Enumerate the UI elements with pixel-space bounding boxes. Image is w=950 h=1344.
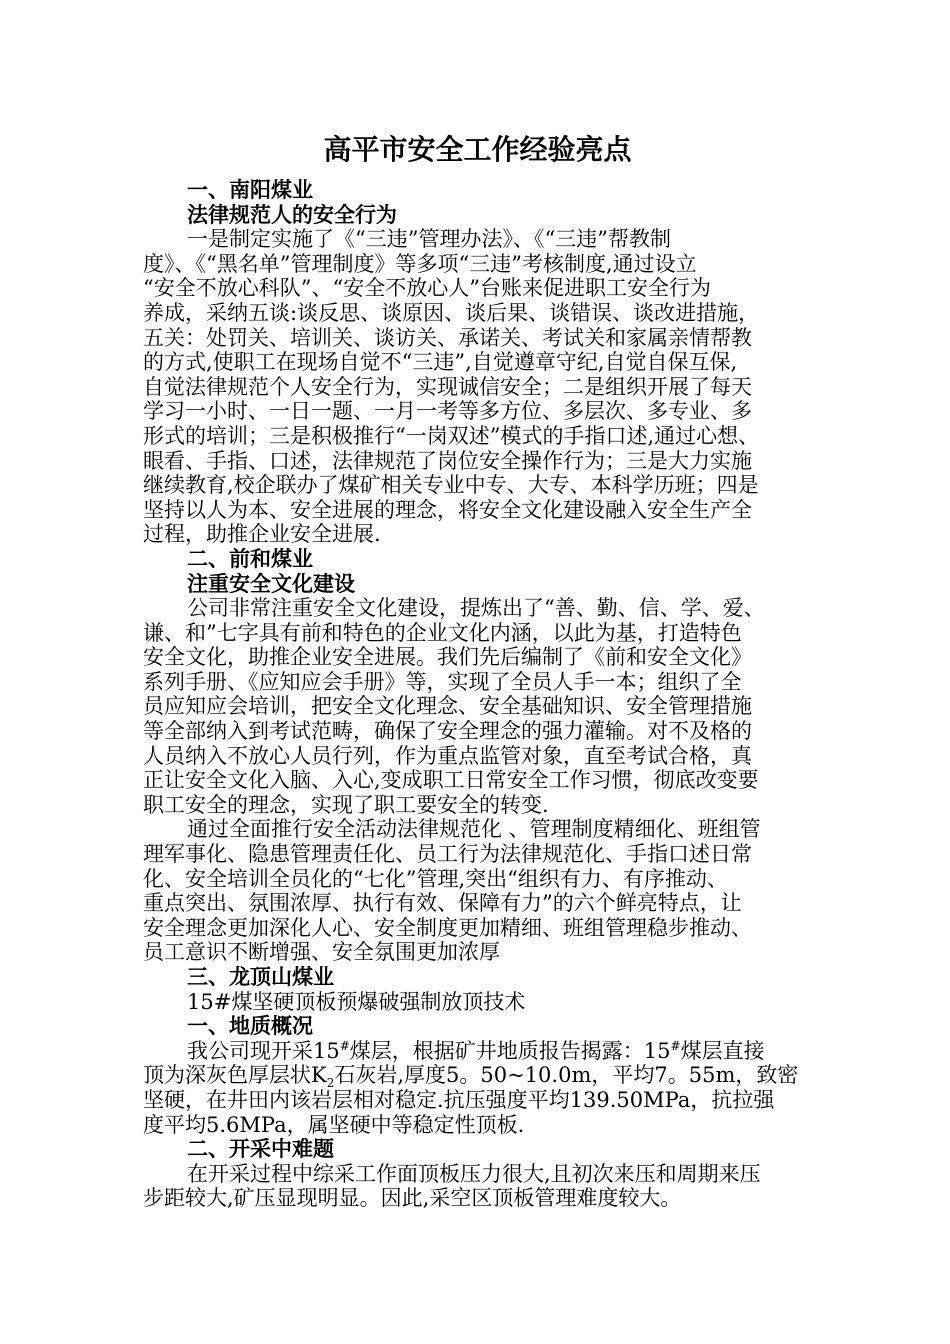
- body-line: 安全理念更加深化人心、安全制度更加精细、班组管理稳步推动、: [143, 915, 752, 940]
- body-line: 形式的培训；三是积极推行“一岗双述”模式的手指口述,通过心想、: [143, 423, 760, 448]
- body-line: [143, 1063, 812, 1091]
- body-line: 继续教育,校企联办了煤矿相关专业中专、大专、本科学历班；四是: [143, 473, 759, 498]
- section-body-nanyang: [143, 227, 812, 547]
- body-line: 人员纳入不放心人员行列，作为重点监管对象，直至考试合格，真: [143, 743, 752, 768]
- body-line: 坚硬，在井田内该岩层相对稳定.抗压强度平均139.50MPa，抗拉强: [143, 1087, 775, 1112]
- text-run: 我公司现开采15: [187, 1038, 340, 1063]
- body-line: 谦、和”七字具有前和特色的企业文化内涵，以此为基，打造特色: [143, 620, 742, 645]
- body-line: 公司非常注重安全文化建设，提炼出了“善、勤、信、学、爱、: [187, 596, 765, 621]
- body-line: 员应知应会培训，把安全文化理念、安全基础知识、安全管理措施: [143, 694, 752, 719]
- body-line: 坚持以人为本、安全进展的理念，将安全文化建设融入安全生产全: [143, 497, 752, 522]
- body-line: 员工意识不断增强、安全氛围更加浓厚: [143, 940, 500, 965]
- body-line: 的方式,使职工在现场自觉不“三违”,自觉遵章守纪,自觉自保互保,: [143, 350, 738, 375]
- text-run: 顶为深灰色厚层状K: [143, 1063, 327, 1088]
- superscript-mark: #: [339, 1038, 350, 1053]
- section-heading-longdingshan: 三、龙顶山煤业: [187, 964, 334, 989]
- technique-title: 15#煤坚硬顶板预爆破强制放顶技术: [187, 989, 526, 1014]
- body-line: [143, 1039, 812, 1064]
- superscript-mark: #: [670, 1038, 681, 1053]
- body-line: 过程，助推企业安全进展.: [143, 522, 381, 547]
- body-line: 度平均5.6MPa，属坚硬中等稳定性顶板.: [143, 1112, 525, 1137]
- body-line: 重点突出、氛围浓厚、执行有效、保障有力”的六个鲜亮特点，让: [143, 891, 742, 916]
- body-line: 五关：处罚关、培训关、谈访关、承诺关、考试关和家属亲情帮教: [143, 325, 752, 350]
- body-line: 理军事化、隐患管理责任化、员工行为法律规范化、手指口述日常: [143, 842, 752, 867]
- body-line: 安全文化，助推企业安全进展。我们先后编制了《前和安全文化》: [143, 645, 752, 670]
- body-line: 职工安全的理念，实现了职工要安全的转变.: [143, 792, 549, 817]
- difficulty-body: [143, 1162, 812, 1211]
- body-line: 在开采过程中综采工作面顶板压力很大,且初次来压和周期来压: [187, 1161, 761, 1186]
- section-body-qianhe: [143, 596, 812, 965]
- body-line: “安全不放心科队”、“安全不放心人”台账来促进职工安全行为: [143, 276, 711, 301]
- text-run: 煤层，根据矿井地质报告揭露：15: [349, 1038, 671, 1063]
- text-run: 石灰岩,厚度5。50~10.0m，平均7。55m，致密: [334, 1063, 799, 1088]
- section-subheading-nanyang: 法律规范人的安全行为: [187, 201, 397, 227]
- section-subheading-qianhe: 注重安全文化建设: [187, 570, 355, 596]
- body-line: 步距较大,矿压显现明显。因此,采空区顶板管理难度较大。: [143, 1186, 682, 1211]
- body-line: 正让安全文化入脑、入心,变成职工日常安全工作习惯，彻底改变要: [143, 768, 759, 793]
- geology-body: [143, 1039, 812, 1137]
- body-line: 系列手册、《应知应会手册》等，实现了全员人手一本；组织了全: [143, 669, 742, 694]
- text-run: 煤层直接: [680, 1038, 765, 1063]
- subscript-mark: 2: [326, 1076, 335, 1091]
- body-line: 化、安全培训全员化的“七化”管理,突出“组织有力、有序推动、: [143, 866, 728, 891]
- body-line: 一是制定实施了《“三违”管理办法》、《“三违”帮教制: [187, 227, 671, 252]
- subsection-heading-difficulty: 二、开采中难题: [187, 1136, 334, 1162]
- document-title: 高平市安全工作经验亮点: [323, 133, 632, 166]
- section-heading-qianhe: 二、前和煤业: [187, 545, 313, 571]
- body-line: 养成，采纳五谈:谈反思、谈原因、谈后果、谈错误、谈改进措施，: [143, 300, 760, 325]
- body-line: 度》、《“黑名单”管理制度》等多项“三违”考核制度,通过设立: [143, 251, 697, 276]
- body-line: 自觉法律规范个人安全行为，实现诚信安全；二是组织开展了每天: [143, 374, 752, 399]
- body-line: 等全部纳入到考试范畴，确保了安全理念的强力灌输。对不及格的: [143, 719, 752, 744]
- section-heading-nanyang: 一、南阳煤业: [187, 177, 313, 202]
- body-line: 眼看、手指、口述，法律规范了岗位安全操作行为；三是大力实施: [143, 448, 752, 473]
- body-line: 学习一小时、一日一题、一月一考等多方位、多层次、多专业、多: [143, 399, 752, 424]
- subsection-heading-geology: 一、地质概况: [187, 1013, 313, 1039]
- body-line: 通过全面推行安全活动法律规范化 、管理制度精细化、班组管: [187, 817, 761, 842]
